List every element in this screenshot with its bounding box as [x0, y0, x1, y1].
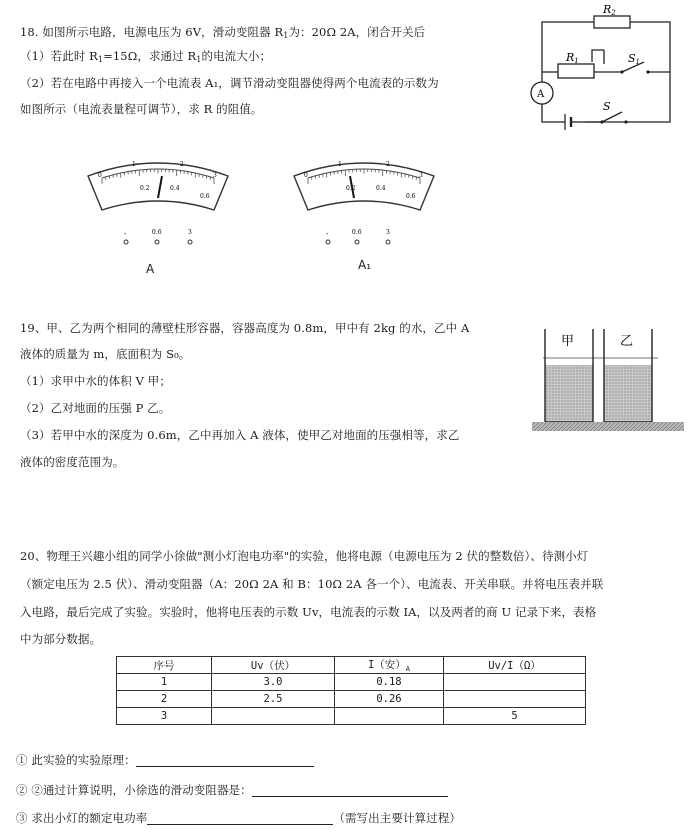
header-ratio: Uv/I（Ω） — [444, 657, 586, 674]
table-header-row — [117, 657, 586, 674]
svg-text:0: 0 — [98, 172, 102, 179]
meter-a1-label: A₁ — [358, 258, 372, 272]
label-r1: R1 — [566, 51, 579, 65]
table-row: 1 3.0 0.18 — [117, 674, 586, 691]
circuit-diagram — [510, 0, 685, 135]
header-uv: Uv（伏） — [212, 657, 335, 674]
meter-a1 — [288, 152, 440, 252]
header-ia: I（安）$_A$ — [335, 657, 444, 674]
svg-text:1: 1 — [338, 161, 342, 168]
svg-text:0: 0 — [304, 172, 308, 179]
q20-line1: 20、物理王兴趣小组的同学小徐做"测小灯泡电功率"的实验，他将电源（电源电压为 2 伏的整数倍）、待测小灯 — [20, 549, 589, 563]
svg-text:0.6: 0.6 — [352, 229, 362, 236]
table-row: 3 5 — [117, 708, 586, 725]
label-s: S — [603, 100, 611, 113]
q19-part1: （1）求甲中水的体积 V 甲； — [20, 374, 171, 388]
svg-text:1: 1 — [132, 161, 136, 168]
svg-text:-: - — [326, 230, 329, 238]
answer-blank-3[interactable] — [147, 812, 333, 825]
q19-line1: 19、甲、乙为两个相同的薄壁柱形容器，容器高度为 0.8m，甲中有 2kg 的水，乙中 A — [20, 321, 470, 335]
label-r2: R2 — [603, 3, 616, 17]
svg-text:-: - — [124, 230, 127, 238]
q18-line1: 18. 如图所示电路，电源电压为 6V，滑动变阻器 $R_1$为：20Ω 2A，闭合开关后 — [20, 25, 426, 40]
q20-line2: （额定电压为 2.5 伏）、滑动变阻器（A：20Ω 2A 和 B：10Ω 2A 各一个）、电流表、开关串联。并将电压表并联 — [20, 577, 604, 591]
meter-a-label: A — [146, 262, 155, 276]
svg-text:0.4: 0.4 — [376, 185, 386, 192]
q19-part2: （2）乙对地面的压强 P 乙。 — [20, 401, 171, 415]
q20-sub3: ③ 求出小灯的额定电功率 （需写出主要计算过程） — [16, 811, 461, 825]
q19-line2: 液体的质量为 m，底面积为 S₀。 — [20, 347, 191, 361]
svg-text:0.2: 0.2 — [140, 185, 150, 192]
svg-text:0.2: 0.2 — [346, 185, 356, 192]
svg-text:2: 2 — [180, 161, 184, 168]
label-jia: 甲 — [561, 334, 575, 349]
q18-part2: （2）若在电路中再接入一个电流表 A₁，调节滑动变阻器使得两个电流表的示数为 — [20, 76, 439, 90]
resistor-r1 — [558, 64, 594, 78]
svg-text:0.6: 0.6 — [406, 193, 416, 200]
label-ammeter: A — [537, 89, 545, 100]
q19-part3-cont: 液体的密度范围为。 — [20, 455, 125, 469]
resistor-r2 — [594, 16, 630, 28]
q20-sub2: ② ②通过计算说明，小徐选的滑动变阻器是： — [16, 782, 448, 798]
answer-blank-1[interactable] — [136, 754, 314, 767]
svg-text:3: 3 — [188, 229, 192, 236]
q18-part2-cont: 如图所示（电流表量程可调节），求 R 的阻值。 — [20, 102, 263, 116]
svg-text:0.6: 0.6 — [152, 229, 162, 236]
label-yi: 乙 — [620, 334, 634, 349]
svg-text:3: 3 — [386, 229, 390, 236]
container-yi-liquid — [604, 365, 652, 422]
meter-a — [82, 152, 234, 252]
svg-text:3: 3 — [213, 172, 217, 179]
data-table — [116, 656, 586, 725]
svg-text:3: 3 — [419, 172, 423, 179]
svg-text:2: 2 — [386, 161, 390, 168]
table-row: 2 2.5 0.26 — [117, 691, 586, 708]
label-s1: S1 — [628, 52, 641, 66]
q20-sub1: ① 此实验的实验原理： — [16, 752, 314, 768]
svg-text:0.4: 0.4 — [170, 185, 180, 192]
header-index: 序号 — [117, 657, 212, 674]
q19-part3: （3）若甲中水的深度为 0.6m，乙中再加入 A 液体，使甲乙对地面的压强相等，求乙 — [20, 428, 460, 442]
q18-part1: （1）若此时 $R_1=15\Omega$，求通过 $R_1$的电流大小； — [20, 49, 272, 64]
answer-blank-2[interactable] — [252, 784, 448, 797]
ground — [532, 422, 684, 431]
q20-line4: 中为部分数据。 — [20, 632, 102, 646]
container-jia-liquid — [545, 365, 593, 422]
svg-text:0.6: 0.6 — [200, 193, 210, 200]
q20-line3: 入电路，最后完成了实验。实验时，他将电压表的示数 Uv，电流表的示数 IA，以及两者的商 U 记录下来，表格 — [20, 605, 597, 619]
containers-diagram — [528, 325, 688, 440]
